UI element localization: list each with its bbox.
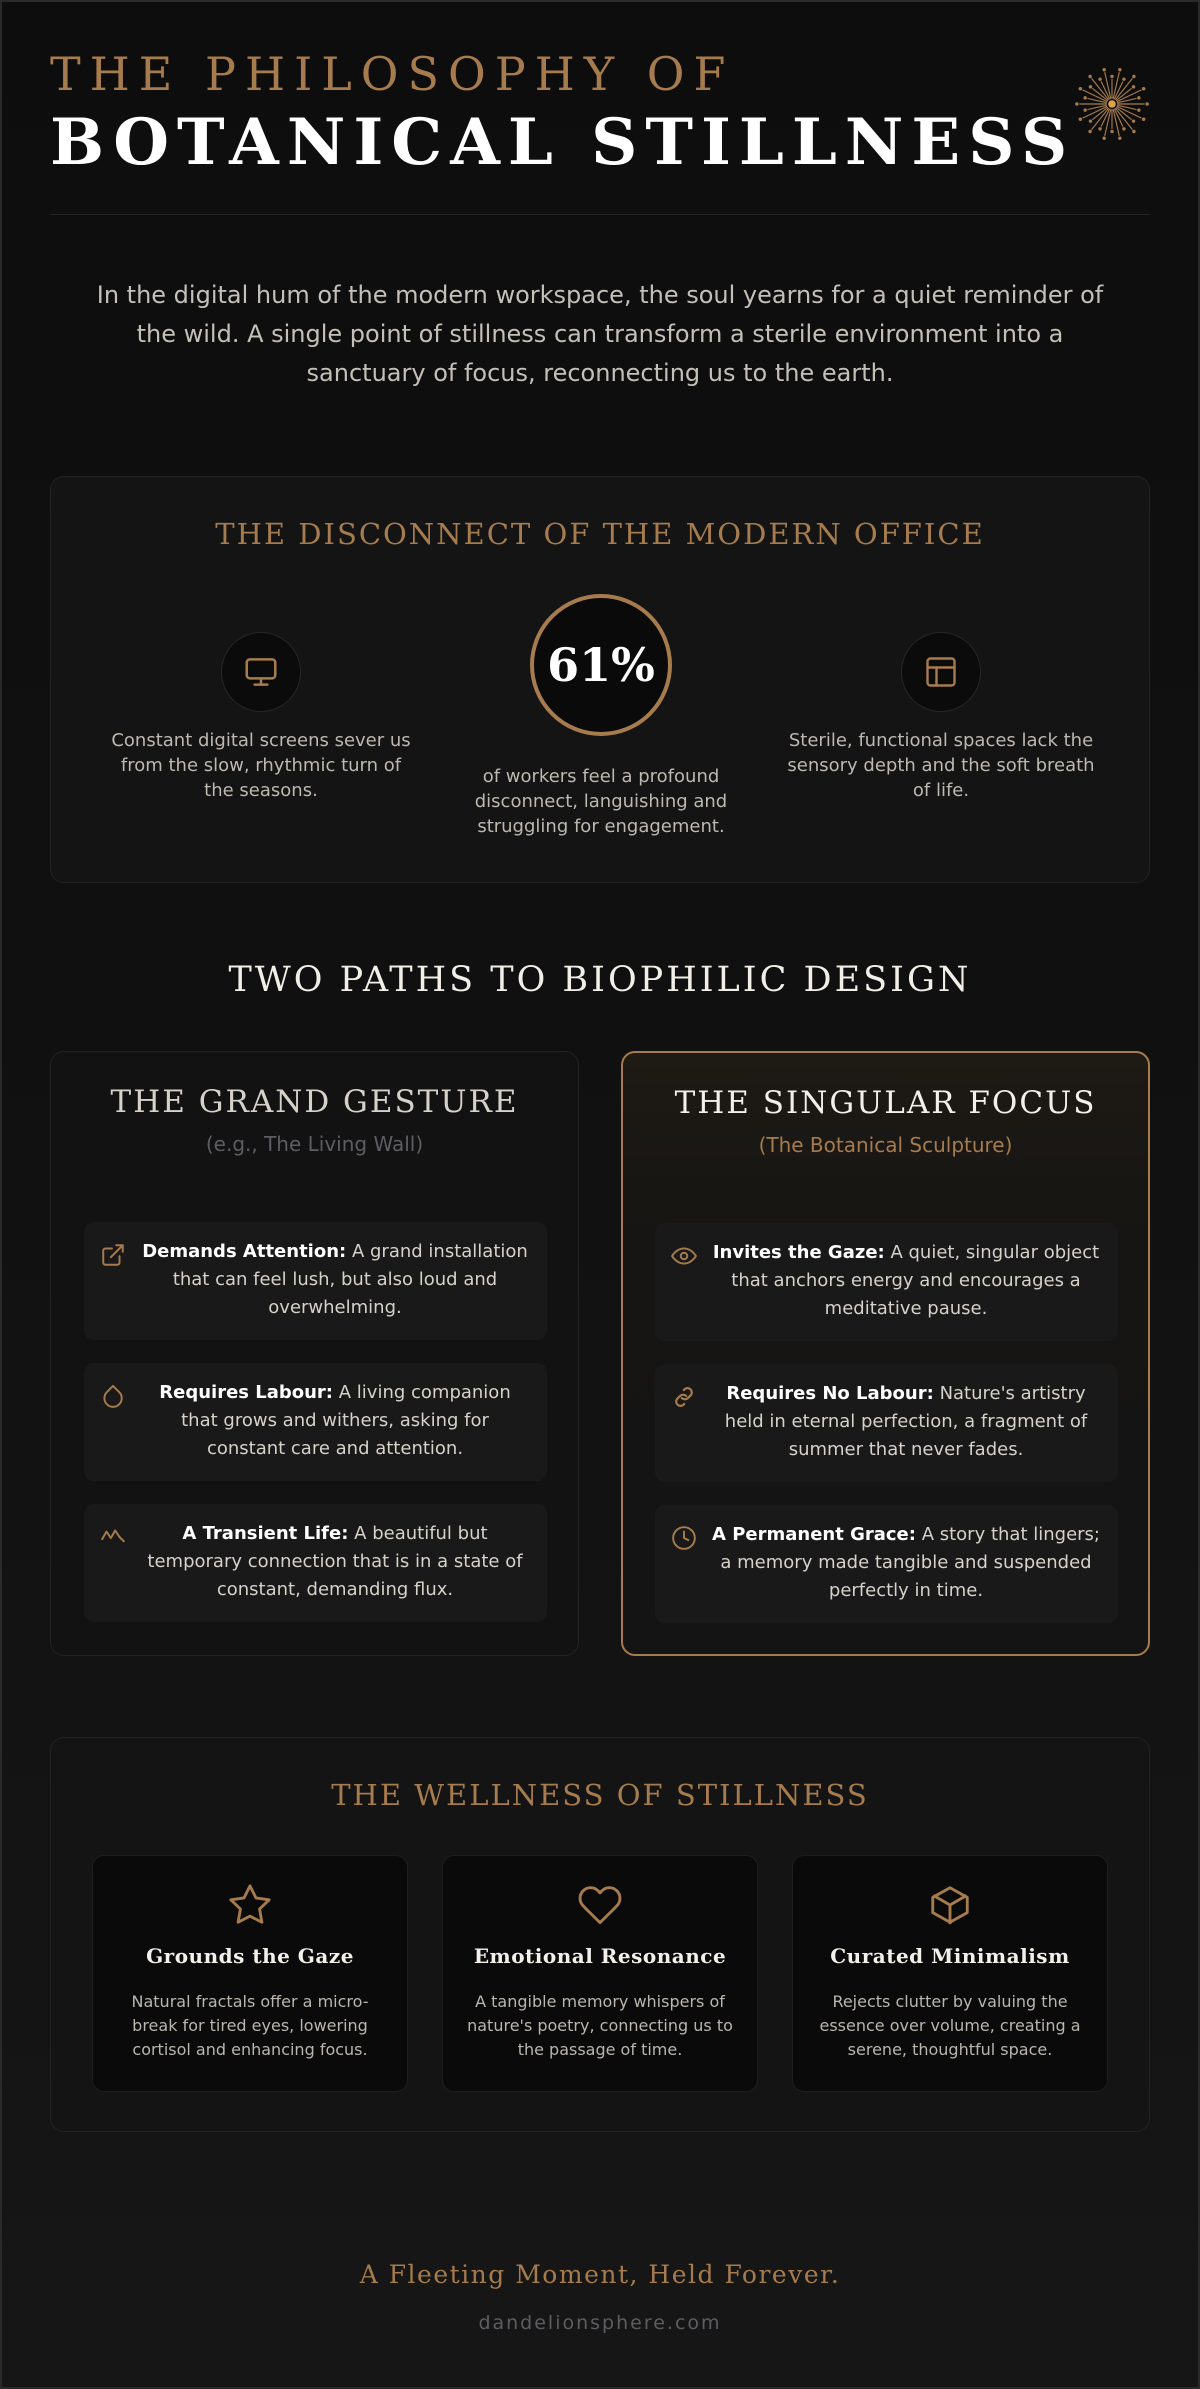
dandelion-burst-icon (1074, 66, 1150, 142)
item-text (711, 1239, 1101, 1323)
wellness-item-text: Rejects clutter by valuing the essence over volume, creating a serene, thoughtful space. (819, 1992, 1081, 2059)
footer-quote: A Fleeting Moment, Held Forever. (359, 2260, 841, 2289)
header-divider (50, 214, 1150, 215)
disconnect-screens (106, 632, 416, 803)
item-label: Invites the Gaze: (712, 1242, 885, 1263)
wellness-card (50, 1737, 1150, 2132)
activity-icon (100, 1524, 126, 1550)
disconnect-stat (451, 594, 751, 839)
heart-icon (577, 1882, 623, 1928)
list-item (84, 1222, 547, 1340)
grand-gesture-card (50, 1051, 579, 1656)
disconnect-right-text: Sterile, functional spaces lack the sensory depth and the soft breath of life. (787, 730, 1095, 801)
paths-title: TWO PATHS TO BIOPHILIC DESIGN (228, 960, 972, 1000)
clock-icon (671, 1525, 697, 1551)
grand-gesture-subtitle: (e.g., The Living Wall) (205, 1132, 424, 1156)
stat-value: 61% (530, 594, 672, 736)
header (50, 46, 1150, 216)
item-body: A grand installation that can feel lush, but also loud and overwhelming. (172, 1241, 528, 1318)
item-label: Demands Attention: (142, 1241, 347, 1262)
item-body: Nature's artistry held in eternal perfection, a fragment of summer that never fades. (724, 1383, 1088, 1460)
wellness-item-text: Natural fractals offer a micro-break for tired eyes, lowering cortisol and enhancing focus. (131, 1992, 369, 2059)
item-body: A living companion that grows and withers, asking for constant care and attention. (181, 1382, 511, 1459)
item-label: Requires No Labour: (726, 1383, 934, 1404)
list-item (655, 1505, 1118, 1623)
disconnect-title: THE DISCONNECT OF THE MODERN OFFICE (215, 517, 985, 551)
item-text (140, 1238, 530, 1322)
singular-focus-card (621, 1051, 1150, 1656)
icon-badge (901, 632, 981, 712)
item-label: A Permanent Grace: (712, 1524, 916, 1545)
eye-icon (671, 1243, 697, 1269)
item-body: A beautiful but temporary connection that is in a state of constant, demanding flux. (147, 1523, 523, 1600)
item-body: A quiet, singular object that anchors energy and encourages a meditative pause. (731, 1242, 1100, 1319)
singular-focus-subtitle: (The Botanical Sculpture) (758, 1133, 1013, 1157)
footer-site-link[interactable]: dandelionsphere.com (478, 2312, 722, 2334)
monitor-icon (242, 653, 280, 691)
list-item (84, 1363, 547, 1481)
list-item (84, 1504, 547, 1622)
header-kicker: THE PHILOSOPHY OF (50, 47, 735, 101)
wellness-item-minimalism (792, 1855, 1108, 2092)
wellness-item-title: Curated Minimalism (830, 1944, 1070, 1968)
wellness-item-title: Emotional Resonance (473, 1944, 727, 1968)
grand-gesture-title: THE GRAND GESTURE (110, 1084, 519, 1120)
star-icon (227, 1882, 273, 1928)
link-icon (671, 1384, 697, 1410)
wellness-item-title: Grounds the Gaze (146, 1944, 354, 1968)
layout-icon (923, 654, 959, 690)
list-item (655, 1364, 1118, 1482)
item-text (711, 1380, 1101, 1464)
intro-paragraph: In the digital hum of the modern workspace, the soul yearns for a quiet reminder of the wild. A single point of stillness can transform a sterile environment into a sanctuary of focus, reconnecting us to the earth. (96, 281, 1104, 387)
list-item (655, 1223, 1118, 1341)
item-text (711, 1521, 1101, 1605)
item-body: A story that lingers; a memory made tangible and suspended perfectly in time. (720, 1524, 1100, 1601)
disconnect-spaces (786, 632, 1096, 803)
item-text (140, 1379, 530, 1463)
item-label: A Transient Life: (182, 1523, 349, 1544)
external-link-icon (100, 1242, 126, 1268)
disconnect-left-text: Constant digital screens sever us from the slow, rhythmic turn of the seasons. (111, 730, 411, 801)
droplet-icon (100, 1383, 126, 1409)
disconnect-card (50, 476, 1150, 883)
wellness-item-text: A tangible memory whispers of nature's poetry, connecting us to the passage of time. (467, 1992, 733, 2059)
stat-caption: of workers feel a profound disconnect, languishing and struggling for engagement. (474, 766, 728, 837)
item-text (140, 1520, 530, 1604)
cube-icon (927, 1882, 973, 1928)
item-label: Requires Labour: (159, 1382, 334, 1403)
page-title: BOTANICAL STILLNESS (50, 105, 1076, 180)
icon-badge (221, 632, 301, 712)
wellness-item-gaze (92, 1855, 408, 2092)
singular-focus-title: THE SINGULAR FOCUS (674, 1085, 1097, 1121)
wellness-title: THE WELLNESS OF STILLNESS (331, 1778, 869, 1812)
wellness-item-emotion (442, 1855, 758, 2092)
